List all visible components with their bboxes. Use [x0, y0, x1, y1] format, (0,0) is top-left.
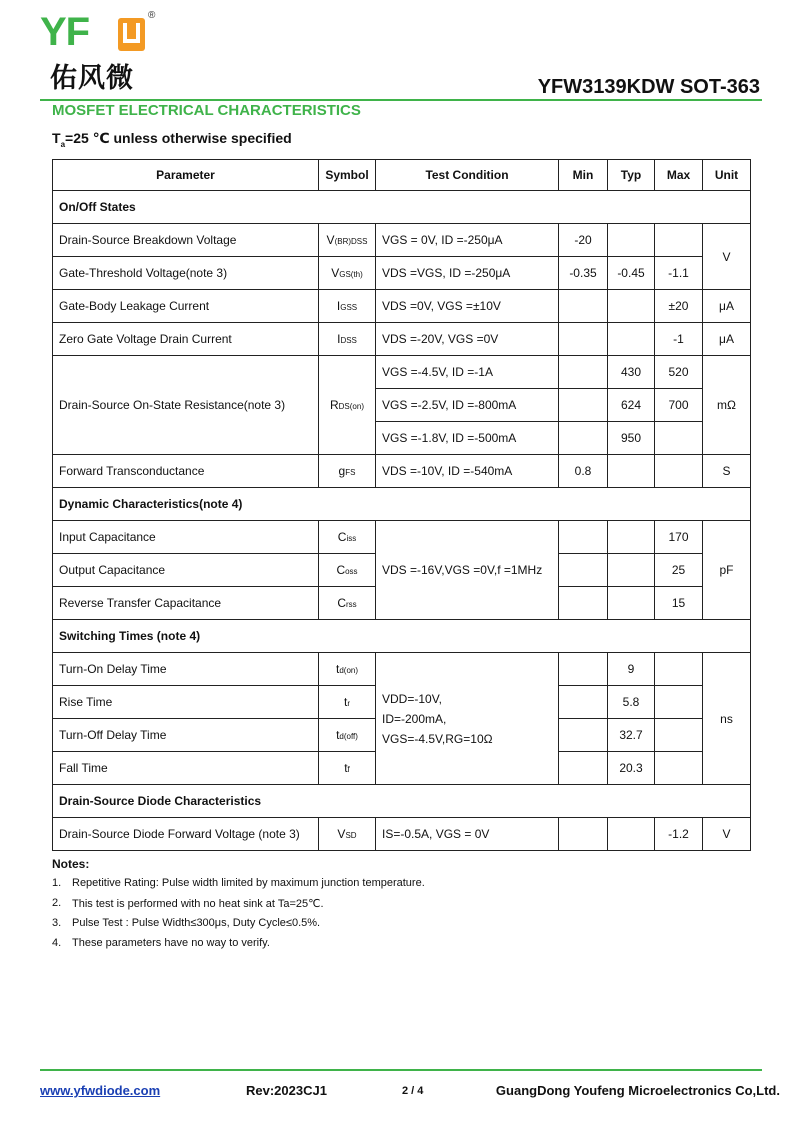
min-cell [559, 323, 608, 356]
col-header: Symbol [319, 160, 376, 191]
min-cell [559, 818, 608, 851]
section-header: Drain-Source Diode Characteristics [53, 785, 751, 818]
table-row [53, 224, 751, 257]
header-divider [40, 99, 762, 101]
table-row [53, 356, 751, 389]
param-cell: Gate-Body Leakage Current [53, 290, 319, 323]
symbol-cell: V(BR)DSS [319, 224, 376, 257]
max-cell [655, 422, 703, 455]
typ-cell: -0.45 [608, 257, 655, 290]
note-item: 1. Repetitive Rating: Pulse width limited by maximum junction temperature. [52, 877, 425, 889]
footer-divider [40, 1069, 762, 1071]
test-condition-header: $T_a=25$ ℃ unless otherwise specified [52, 130, 292, 149]
typ-cell [608, 521, 655, 554]
part-number-title: YFW3139KDW SOT-363 [537, 76, 760, 98]
max-cell: -1.1 [655, 257, 703, 290]
max-cell [655, 752, 703, 785]
max-cell [655, 653, 703, 686]
table-row [53, 323, 751, 356]
param-cell: Drain-Source Breakdown Voltage [53, 224, 319, 257]
unit-cell: ns [703, 653, 751, 785]
max-cell: 520 [655, 356, 703, 389]
typ-cell: 5.8 [608, 686, 655, 719]
table-row [53, 653, 751, 686]
page-footer [40, 1083, 780, 1103]
min-cell [559, 554, 608, 587]
symbol-cell: IGSS [319, 290, 376, 323]
unit-cell: S [703, 455, 751, 488]
min-cell [559, 356, 608, 389]
param-cell: Gate-Threshold Voltage(note 3) [53, 257, 319, 290]
condition-cell: VDS =-20V, VGS =0V [376, 323, 559, 356]
symbol-cell: Ciss [319, 521, 376, 554]
condition-cell: VDS =VGS, ID =-250μA [376, 257, 559, 290]
typ-cell [608, 554, 655, 587]
table-row [53, 521, 751, 554]
param-cell: Turn-Off Delay Time [53, 719, 319, 752]
website-link[interactable]: www.yfwdiode.com [40, 1083, 161, 1098]
param-cell: Drain-Source On-State Resistance(note 3) [53, 356, 319, 455]
max-cell [655, 686, 703, 719]
revision-label: Rev:2023CJ1 [246, 1083, 327, 1098]
condition-cell: VGS =-1.8V, ID =-500mA [376, 422, 559, 455]
electrical-characteristics-table [52, 159, 751, 851]
table-row [53, 257, 751, 290]
table-row [53, 290, 751, 323]
condition-cell: VDS =0V, VGS =±10V [376, 290, 559, 323]
notes-block [52, 857, 425, 957]
min-cell [559, 290, 608, 323]
param-cell: Turn-On Delay Time [53, 653, 319, 686]
col-header: Typ [608, 160, 655, 191]
param-cell: Forward Transconductance [53, 455, 319, 488]
col-header: Test Condition [376, 160, 559, 191]
company-logo [40, 10, 170, 92]
col-header: Parameter [53, 160, 319, 191]
max-cell: 170 [655, 521, 703, 554]
param-cell: Drain-Source Diode Forward Voltage (note 3) [53, 818, 319, 851]
symbol-cell: IDSS [319, 323, 376, 356]
typ-cell [608, 323, 655, 356]
unit-cell: V [703, 818, 751, 851]
symbol-cell: Coss [319, 554, 376, 587]
min-cell [559, 587, 608, 620]
symbol-cell: tf [319, 752, 376, 785]
symbol-cell: td(on) [319, 653, 376, 686]
typ-cell: 20.3 [608, 752, 655, 785]
section-title: MOSFET ELECTRICAL CHARACTERISTICS [52, 102, 361, 119]
col-header: Unit [703, 160, 751, 191]
section-header: Dynamic Characteristics(note 4) [53, 488, 751, 521]
unit-cell: pF [703, 521, 751, 620]
condition-cell: IS=-0.5A, VGS = 0V [376, 818, 559, 851]
param-cell: Zero Gate Voltage Drain Current [53, 323, 319, 356]
symbol-cell: td(off) [319, 719, 376, 752]
min-cell [559, 389, 608, 422]
typ-cell [608, 587, 655, 620]
max-cell [655, 224, 703, 257]
symbol-cell: RDS(on) [319, 356, 376, 455]
unit-cell: V [703, 224, 751, 290]
typ-cell: 624 [608, 389, 655, 422]
param-cell: Reverse Transfer Capacitance [53, 587, 319, 620]
symbol-cell: gFS [319, 455, 376, 488]
symbol-cell: tr [319, 686, 376, 719]
typ-cell [608, 818, 655, 851]
condition-cell: VGS =-2.5V, ID =-800mA [376, 389, 559, 422]
table-header-row [53, 160, 751, 191]
condition-cell: VDD=-10V, ID=-200mA, VGS=-4.5V,RG=10Ω [376, 653, 559, 785]
max-cell: 15 [655, 587, 703, 620]
param-cell: Input Capacitance [53, 521, 319, 554]
condition-cell: VGS = 0V, ID =-250μA [376, 224, 559, 257]
typ-cell: 9 [608, 653, 655, 686]
min-cell: 0.8 [559, 455, 608, 488]
max-cell: 25 [655, 554, 703, 587]
condition-cell: VDS =-10V, ID =-540mA [376, 455, 559, 488]
max-cell [655, 455, 703, 488]
typ-cell: 430 [608, 356, 655, 389]
unit-cell: mΩ [703, 356, 751, 455]
logo-letters: YF [40, 10, 90, 54]
typ-cell [608, 290, 655, 323]
typ-cell: 950 [608, 422, 655, 455]
note-item: 2. This test is performed with no heat sink at Ta=25℃. [52, 897, 324, 910]
company-name: GuangDong Youfeng Microelectronics Co,Ltd. [495, 1083, 780, 1098]
min-cell [559, 422, 608, 455]
max-cell [655, 719, 703, 752]
logo-chinese-name: 佑风微 [50, 63, 134, 94]
min-cell [559, 719, 608, 752]
min-cell [559, 653, 608, 686]
symbol-cell: VSD [319, 818, 376, 851]
min-cell [559, 686, 608, 719]
page-number: 2 / 4 [402, 1085, 424, 1097]
typ-cell [608, 455, 655, 488]
param-cell: Fall Time [53, 752, 319, 785]
note-item: 4. These parameters have no way to verify. [52, 937, 270, 949]
param-cell: Rise Time [53, 686, 319, 719]
section-header: Switching Times (note 4) [53, 620, 751, 653]
col-header: Max [655, 160, 703, 191]
note-item: 3. Pulse Test : Pulse Width≤300μs, Duty Cycle≤0.5%. [52, 917, 321, 929]
min-cell: -20 [559, 224, 608, 257]
min-cell: -0.35 [559, 257, 608, 290]
table-row [53, 818, 751, 851]
symbol-cell: VGS(th) [319, 257, 376, 290]
condition-cell: VDS =-16V,VGS =0V,f =1MHz [376, 521, 559, 620]
unit-cell: μA [703, 290, 751, 323]
max-cell: 700 [655, 389, 703, 422]
unit-cell: μA [703, 323, 751, 356]
max-cell: -1.2 [655, 818, 703, 851]
col-header: Min [559, 160, 608, 191]
section-header: On/Off States [53, 191, 751, 224]
max-cell: -1 [655, 323, 703, 356]
notes-title: Notes: [52, 857, 90, 871]
symbol-cell: Crss [319, 587, 376, 620]
typ-cell: 32.7 [608, 719, 655, 752]
max-cell: ±20 [655, 290, 703, 323]
condition-cell: VGS =-4.5V, ID =-1A [376, 356, 559, 389]
min-cell [559, 752, 608, 785]
registered-mark: ® [148, 10, 156, 21]
table-row [53, 455, 751, 488]
logo-u-mark [118, 18, 145, 51]
param-cell: Output Capacitance [53, 554, 319, 587]
min-cell [559, 521, 608, 554]
typ-cell [608, 224, 655, 257]
